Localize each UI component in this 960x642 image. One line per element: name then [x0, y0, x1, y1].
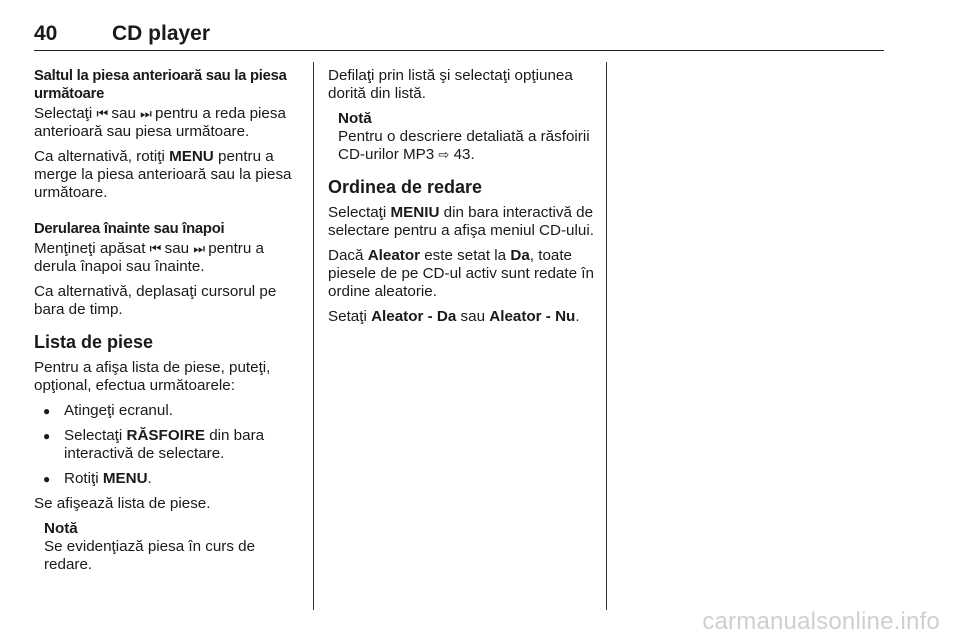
note-text: Se evidenţiază piesa în curs de redare.: [44, 538, 256, 573]
note-box: [338, 110, 596, 164]
left-column: [34, 67, 302, 584]
right-column: [328, 67, 596, 333]
previous-track-icon: ⏮: [96, 106, 108, 121]
previous-track-icon: ⏮: [149, 241, 161, 256]
paragraph: Menţineţi apăsat ⏮ sau ⏭ pentru a derula înapoi sau înainte.: [34, 240, 264, 275]
watermark: carmanualsonline.info: [702, 608, 940, 635]
paragraph: Se afişează lista de piese.: [34, 495, 211, 512]
note-title: Notă: [44, 520, 78, 537]
paragraph: Selectaţi ⏮ sau ⏭ pentru a reda piesa anterioară sau piesa următoare.: [34, 105, 286, 140]
note-title: Notă: [338, 110, 372, 127]
page-reference-arrow-icon: ⇨: [438, 147, 450, 162]
list-item: ● Rotiţi MENU.: [34, 470, 302, 488]
paragraph: Defilaţi prin listă şi selectaţi opţiunea dorită din listă.: [328, 67, 573, 102]
next-track-icon: ⏭: [140, 106, 151, 121]
paragraph: Ca alternativă, deplasaţi cursorul pe bara de timp.: [34, 283, 277, 318]
paragraph: Selectaţi MENIU din bara interactivă de selectare pentru a afişa meniul CD-ului.: [328, 204, 594, 239]
section-title-skip: Saltul la piesa anterioară sau la piesa următoare: [34, 68, 287, 102]
paragraph: Dacă Aleator este setat la Da, toate piesele de pe CD-ul activ sunt redate în ordine aleatorie.: [328, 247, 594, 300]
chapter-title: CD player: [112, 22, 211, 45]
heading-play-order: Ordinea de redare: [328, 177, 483, 197]
note-box: [44, 520, 302, 574]
next-track-icon: ⏭: [193, 241, 205, 256]
column-divider-right: [606, 62, 607, 610]
page-reference-link[interactable]: 43.: [453, 146, 475, 163]
paragraph: Pentru a afişa lista de piese, puteţi, opţional, efectua următoarele:: [34, 359, 271, 394]
paragraph: Setaţi Aleator - Da sau Aleator - Nu.: [328, 308, 580, 325]
page-number: 40: [34, 22, 58, 45]
bullet-list: [34, 402, 302, 488]
column-divider-left: [313, 62, 314, 610]
paragraph: Ca alternativă, rotiţi MENU pentru a merge la piesa anterioară sau la piesa următoare.: [34, 148, 292, 201]
note-text: Pentru o descriere detaliată a răsfoirii CD-urilor MP3 ⇨ 43.: [338, 128, 590, 163]
heading-track-list: Lista de piese: [34, 332, 154, 352]
list-item: ● Selectaţi RĂSFOIRE din bara interactivă de selectare.: [34, 427, 302, 463]
list-item: ● Atingeţi ecranul.: [34, 402, 302, 420]
page-header: [34, 22, 884, 51]
section-title-seek: Derularea înainte sau înapoi: [34, 221, 225, 237]
